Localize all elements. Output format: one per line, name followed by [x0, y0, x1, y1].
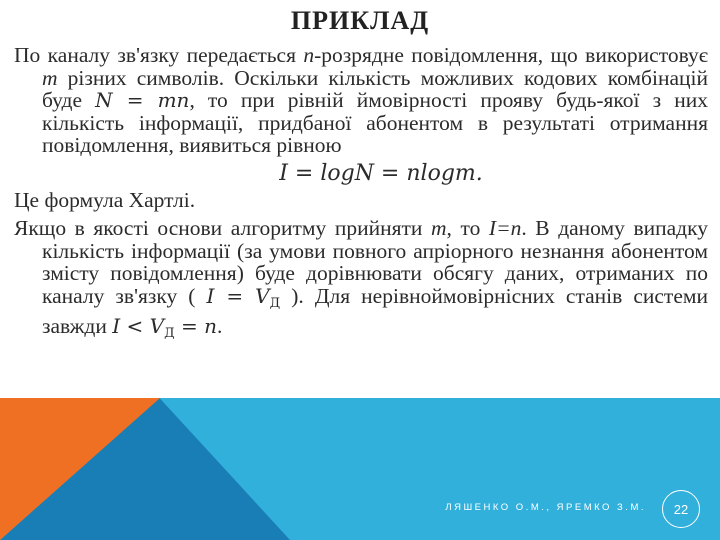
math-text: I < V	[112, 314, 165, 338]
var-m: m	[430, 216, 447, 240]
formula-n-eq-mn: N = mn	[95, 88, 190, 112]
footer-orange-triangle	[0, 398, 160, 540]
var-m: m	[42, 65, 58, 90]
math-subscript: Д	[164, 326, 175, 341]
var-i-eq-n: I=n	[488, 216, 522, 240]
text-span: -розрядне повідомлення, що використовує	[314, 43, 708, 67]
var-n: n	[303, 43, 315, 67]
paragraph-intro	[14, 44, 708, 157]
text-span: По каналу зв'язку передається	[14, 43, 304, 67]
text-span: , то при рівній ймовірності прояву будь-якої з них кількість інформації, придбаної абонентом в результаті отримання повідомлення, виявиться рівною	[42, 88, 708, 157]
text-span: . В даному випадку кількість інформації (за умови повного апріорного незнання абонентом змісту повідомлення) буде дорівнювати обсягу даних, отриманих по каналу зв'язку (	[42, 216, 708, 308]
slide-title: ПРИКЛАД	[290, 6, 430, 35]
text-span: ). Для нерівноймовірнісних станів системи завжди	[42, 283, 708, 338]
paragraph-conclusion	[14, 217, 708, 346]
math-subscript: Д	[269, 295, 281, 311]
text-span: різних символів. Оскільки кількість можливих кодових комбінацій буде	[42, 65, 708, 112]
slide-body	[14, 44, 708, 346]
page-number-badge: 22	[662, 490, 700, 528]
text-span: , то	[446, 216, 489, 240]
math-text: = n	[174, 314, 218, 338]
hartley-formula: I = logN = nlogm.	[279, 160, 483, 186]
formula-i-lt-v	[112, 314, 218, 341]
text-span: Якщо в якості основи алгоритму прийняти	[14, 216, 431, 240]
footer-authors: ЛЯШЕНКО О.М., ЯРЕМКО З.М.	[445, 502, 646, 513]
math-text: I = V	[206, 283, 270, 308]
formula-i-eq-v	[206, 283, 281, 311]
text-span: .	[217, 314, 223, 338]
paragraph-hartley: Це формула Хартлі.	[14, 187, 196, 212]
